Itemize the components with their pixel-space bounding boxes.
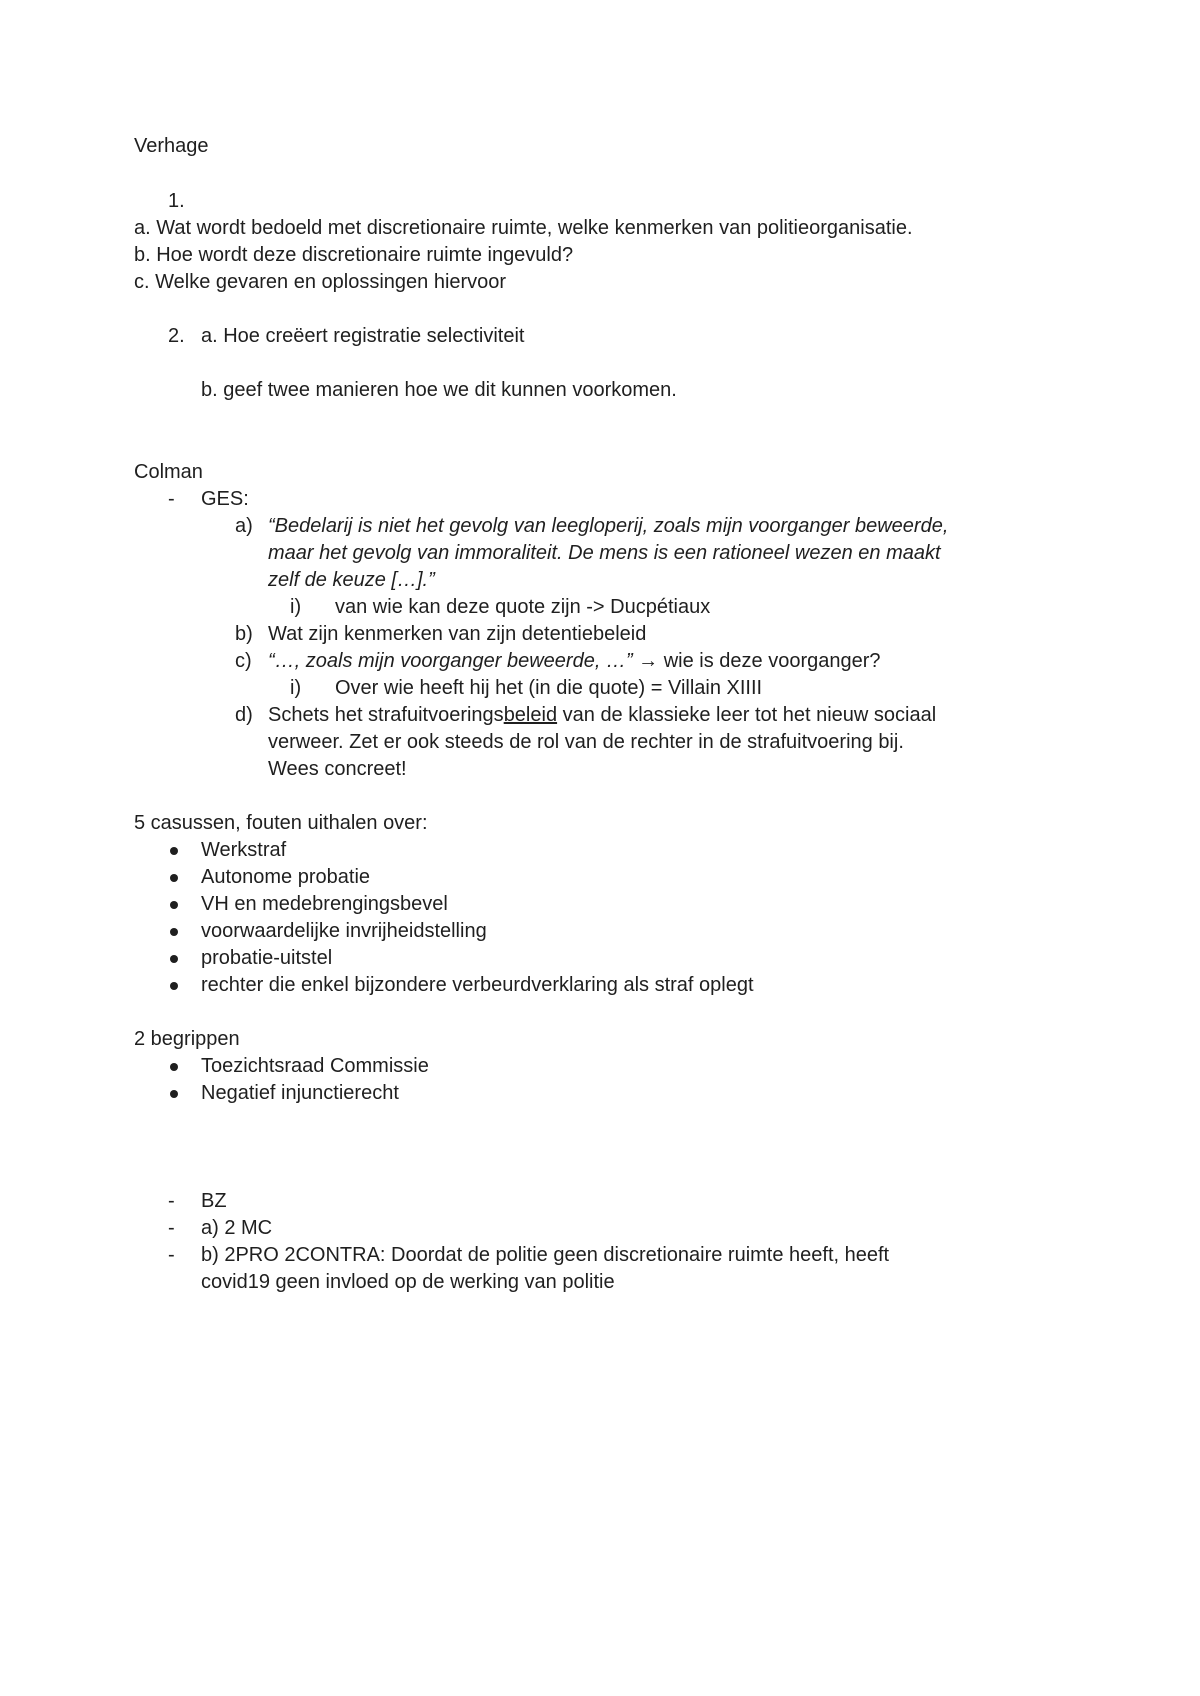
quote-line-1: “Bedelarij is niet het gevolg van leegloperij, zoals mijn voorganger beweerde, bbox=[268, 515, 949, 537]
list-dash: - bbox=[168, 1190, 175, 1212]
bullet-icon bbox=[170, 901, 178, 909]
item-c-text bbox=[268, 649, 881, 673]
item-marker-c: c) bbox=[235, 650, 252, 672]
list-dash: - bbox=[168, 1244, 175, 1266]
list-dash: - bbox=[168, 488, 175, 510]
casus-item: probatie-uitstel bbox=[201, 947, 333, 969]
item-marker-d: d) bbox=[235, 704, 253, 726]
item-d-line-2: verweer. Zet er ook steeds de rol van de rechter in de strafuitvoering bij. bbox=[268, 731, 904, 753]
casus-item: Werkstraf bbox=[201, 839, 287, 861]
ges-label: GES: bbox=[201, 488, 249, 510]
bullet-icon bbox=[170, 1090, 178, 1098]
bullet-icon bbox=[170, 982, 178, 990]
quote-line-3: zelf de keuze […].” bbox=[268, 569, 435, 591]
bullet-icon bbox=[170, 955, 178, 963]
item-d-line-3: Wees concreet! bbox=[268, 758, 407, 780]
list-number-1: 1. bbox=[168, 190, 185, 212]
casus-item: Autonome probatie bbox=[201, 866, 371, 888]
question-1c: c. Welke gevaren en oplossingen hiervoor bbox=[134, 271, 507, 293]
sub-item-predecessor: Over wie heeft hij het (in die quote) = Villain XIIII bbox=[335, 677, 763, 699]
section-heading-begrippen: 2 begrippen bbox=[134, 1028, 240, 1050]
question-2b: b. geef twee manieren hoe we dit kunnen voorkomen. bbox=[201, 379, 677, 401]
bullet-icon bbox=[170, 847, 178, 855]
list-number-2: 2. bbox=[168, 325, 185, 347]
item-d-underlined: beleid bbox=[503, 704, 558, 726]
casus-item: rechter die enkel bijzondere verbeurdverklaring als straf oplegt bbox=[201, 974, 754, 996]
question-1a: a. Wat wordt bedoeld met discretionaire ruimte, welke kenmerken van politieorganisatie. bbox=[134, 217, 913, 239]
bullet-icon bbox=[170, 874, 178, 882]
item-b-text: Wat zijn kenmerken van zijn detentiebeleid bbox=[268, 623, 647, 645]
item-marker-a: a) bbox=[235, 515, 253, 537]
bz-item: b) 2PRO 2CONTRA: Doordat de politie geen discretionaire ruimte heeft, heeft bbox=[201, 1244, 890, 1266]
begrip-item: Toezichtsraad Commissie bbox=[201, 1055, 429, 1077]
item-c-quote: “…, zoals mijn voorganger beweerde, …” bbox=[268, 650, 633, 672]
question-1b: b. Hoe wordt deze discretionaire ruimte ingevuld? bbox=[134, 244, 574, 266]
casus-item: VH en medebrengingsbevel bbox=[201, 893, 448, 915]
item-d-text-pre: Schets het strafuitvoerings bbox=[268, 704, 504, 726]
bullet-icon bbox=[170, 1063, 178, 1071]
section-heading-colman: Colman bbox=[134, 461, 203, 483]
item-c-question: → wie is deze voorganger? bbox=[632, 650, 881, 672]
begrip-item: Negatief injunctierecht bbox=[201, 1082, 399, 1104]
sub-item-quote-author: van wie kan deze quote zijn -> Ducpétiaux bbox=[335, 596, 711, 618]
casus-item: voorwaardelijke invrijheidstelling bbox=[201, 920, 487, 942]
sub-marker-i-c: i) bbox=[290, 677, 302, 699]
item-d-text-post: van de klassieke leer tot het nieuw sociaal bbox=[557, 704, 937, 726]
bz-item: BZ bbox=[201, 1190, 227, 1212]
sub-marker-i: i) bbox=[290, 596, 302, 618]
bullet-icon bbox=[170, 928, 178, 936]
question-2a: a. Hoe creëert registratie selectiviteit bbox=[201, 325, 525, 347]
section-heading-casussen: 5 casussen, fouten uithalen over: bbox=[134, 812, 428, 834]
quote-line-2: maar het gevolg van immoraliteit. De mens is een rationeel wezen en maakt bbox=[268, 542, 941, 564]
bz-continuation: covid19 geen invloed op de werking van politie bbox=[201, 1271, 615, 1293]
section-heading-verhage: Verhage bbox=[134, 135, 209, 157]
bz-item: a) 2 MC bbox=[201, 1217, 273, 1239]
item-d-line-1 bbox=[268, 703, 936, 727]
item-marker-b: b) bbox=[235, 623, 253, 645]
list-dash: - bbox=[168, 1217, 175, 1239]
